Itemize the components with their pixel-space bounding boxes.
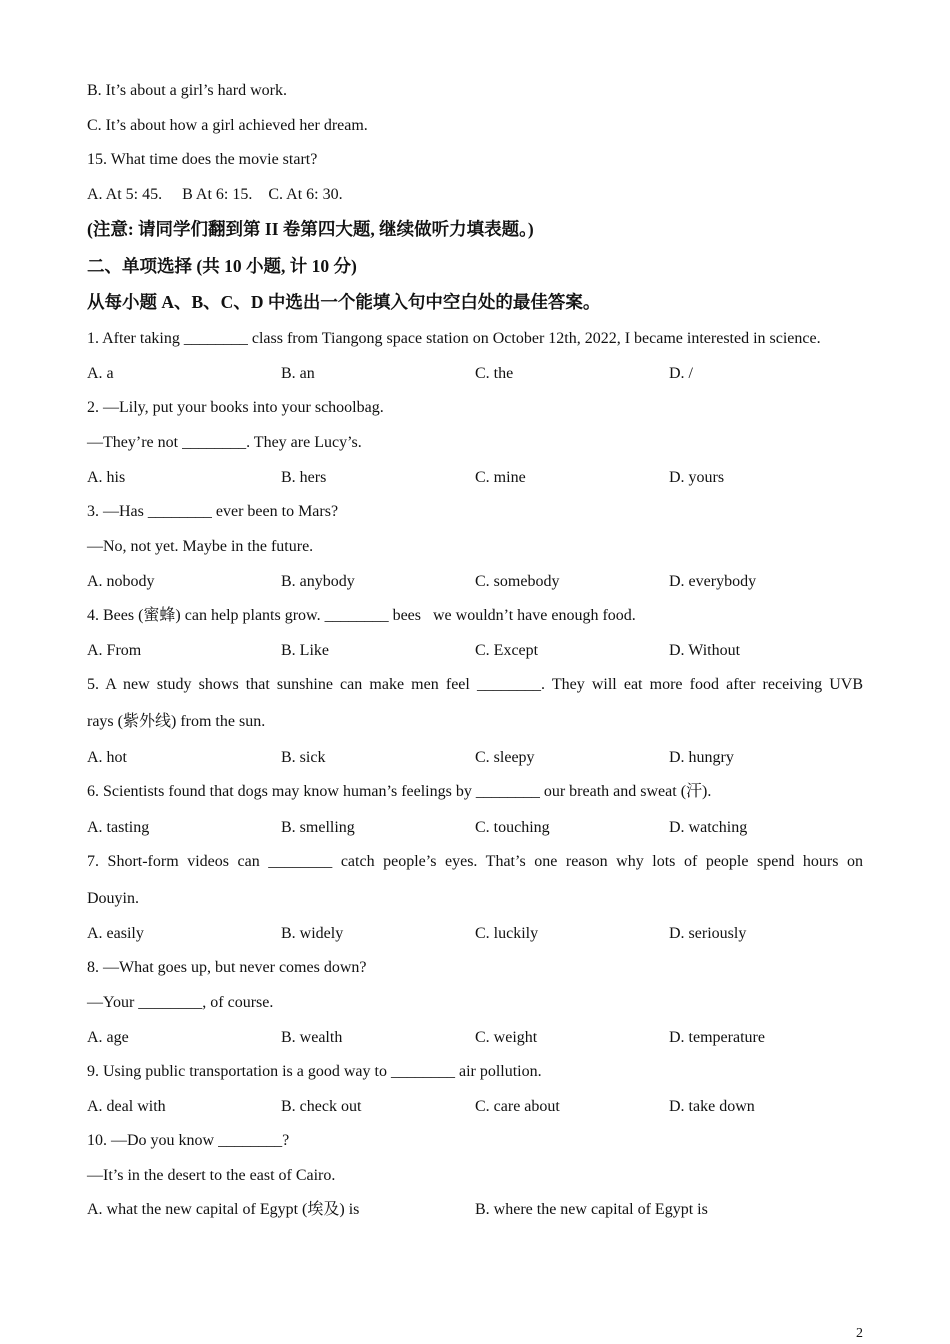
question-1-option-b: B. an — [281, 365, 315, 382]
question-3-text-line2: —No, not yet. Maybe in the future. — [87, 538, 314, 555]
question-15-options: A. At 5: 45. B At 6: 15. C. At 6: 30. — [87, 186, 343, 203]
section-instruction: 从每小题 A、B、C、D 中选出一个能填入句中空白处的最佳答案。 — [87, 292, 601, 312]
question-1-option-a: A. a — [87, 365, 114, 382]
question-2-option-c: C. mine — [475, 469, 526, 486]
question-8-text-line2: —Your ________, of course. — [87, 994, 274, 1011]
question-1-option-d: D. / — [669, 365, 693, 382]
question-3-option-a: A. nobody — [87, 573, 155, 590]
question-2-text: 2. —Lily, put your books into your schoolbag. — [87, 399, 384, 416]
listening-option-b: B. It’s about a girl’s hard work. — [87, 82, 287, 99]
question-3-option-b: B. anybody — [281, 573, 355, 590]
question-8-text: 8. —What goes up, but never comes down? — [87, 959, 367, 976]
question-9-option-b: B. check out — [281, 1098, 362, 1115]
question-5-option-a: A. hot — [87, 749, 127, 766]
question-5-option-c: C. sleepy — [475, 749, 535, 766]
question-2-text-line2: —They’re not ________. They are Lucy’s. — [87, 434, 362, 451]
question-8-option-a: A. age — [87, 1029, 129, 1046]
question-5-option-d: D. hungry — [669, 749, 734, 766]
section-heading: 二、单项选择 (共 10 小题, 计 10 分) — [87, 256, 357, 276]
question-1-option-c: C. the — [475, 365, 514, 382]
question-9-text: 9. Using public transportation is a good way to ________ air pollution. — [87, 1063, 542, 1080]
question-5-option-b: B. sick — [281, 749, 326, 766]
question-6-text: 6. Scientists found that dogs may know human’s feelings by ________ our breath and sweat (汗). — [87, 783, 712, 800]
question-6-option-d: D. watching — [669, 819, 748, 836]
question-7-option-b: B. widely — [281, 925, 344, 942]
question-4-option-c: C. Except — [475, 642, 539, 659]
question-10-option-b: B. where the new capital of Egypt is — [475, 1201, 708, 1218]
question-5-text: 5. A new study shows that sunshine can make men feel ________. They will eat more food after receiving UVB — [87, 676, 863, 693]
question-15: 15. What time does the movie start? — [87, 151, 318, 168]
question-2-option-b: B. hers — [281, 469, 327, 486]
question-8-option-b: B. wealth — [281, 1029, 343, 1046]
question-4-option-d: D. Without — [669, 642, 741, 659]
question-10-text: 10. —Do you know ________? — [87, 1132, 290, 1149]
question-10-option-a: A. what the new capital of Egypt (埃及) is — [87, 1201, 360, 1218]
question-1-text: 1. After taking ________ class from Tiangong space station on October 12th, 2022, I became interested in science. — [87, 330, 821, 347]
notice-text: (注意: 请同学们翻到第 II 卷第四大题, 继续做听力填表题。) — [87, 219, 534, 239]
listening-option-c: C. It’s about how a girl achieved her dream. — [87, 117, 368, 134]
question-10-text-line2: —It’s in the desert to the east of Cairo. — [87, 1167, 336, 1184]
question-4-text: 4. Bees (蜜蜂) can help plants grow. ________ bees we wouldn’t have enough food. — [87, 607, 636, 624]
question-7-text: 7. Short-form videos can ________ catch people’s eyes. That’s one reason why lots of people spend hours on — [87, 853, 863, 870]
question-4-option-a: A. From — [87, 642, 142, 659]
page-number: 2 — [856, 1326, 863, 1341]
question-6-option-c: C. touching — [475, 819, 550, 836]
question-9-option-c: C. care about — [475, 1098, 560, 1115]
question-7-option-a: A. easily — [87, 925, 144, 942]
question-7-option-c: C. luckily — [475, 925, 539, 942]
question-4-option-b: B. Like — [281, 642, 329, 659]
question-9-option-a: A. deal with — [87, 1098, 166, 1115]
question-7-option-d: D. seriously — [669, 925, 747, 942]
question-9-option-d: D. take down — [669, 1098, 755, 1115]
question-2-option-a: A. his — [87, 469, 126, 486]
question-7-text-line2: Douyin. — [87, 890, 139, 907]
question-5-text-line2: rays (紫外线) from the sun. — [87, 713, 266, 730]
question-6-option-a: A. tasting — [87, 819, 150, 836]
question-8-option-d: D. temperature — [669, 1029, 765, 1046]
question-8-option-c: C. weight — [475, 1029, 538, 1046]
question-2-option-d: D. yours — [669, 469, 725, 486]
question-3-option-c: C. somebody — [475, 573, 560, 590]
question-3-text: 3. —Has ________ ever been to Mars? — [87, 503, 339, 520]
question-6-option-b: B. smelling — [281, 819, 355, 836]
question-3-option-d: D. everybody — [669, 573, 757, 590]
